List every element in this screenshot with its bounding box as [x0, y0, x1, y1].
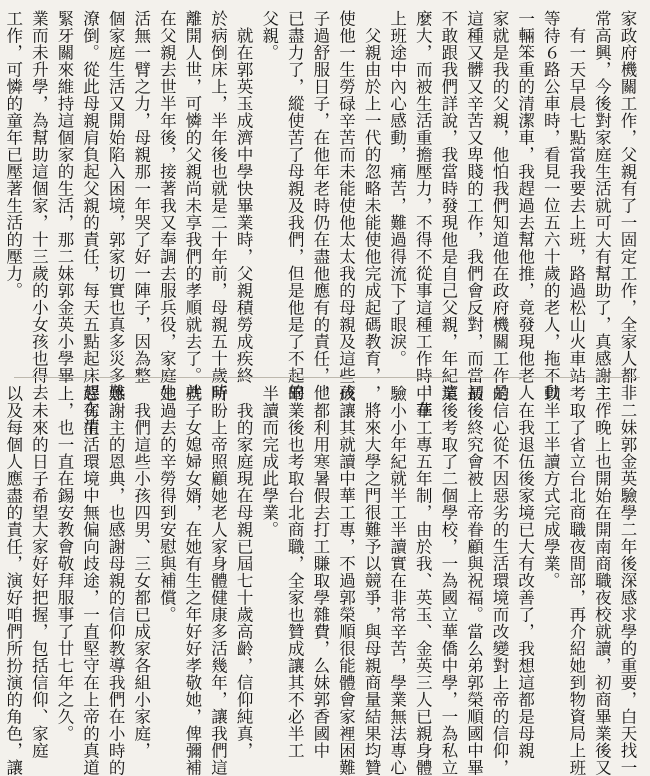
text-column: 最後終究會被上帝眷顧與祝福。當么弟郭榮順國中畢 [461, 385, 487, 730]
text-column: 父親由於上一代的忽略未能使他完成起碼教育， [358, 10, 384, 372]
text-column: 上班途中內心感動，痛苦，難過得流下了眼淚。 [384, 10, 410, 372]
text-column: 等待６路公車時，看見一位五六十歲的老人，拖不動 [538, 10, 564, 372]
text-column: 麼大，而被生活重擔壓力，不得不從事這種工作時，在 [410, 10, 436, 372]
text-column: 我的家庭現在母親已屆七十歲高齡，信仰純真， [231, 385, 257, 730]
text-column: 些子女媳婦女婿，在她有生之年好好孝敬她，俾彌補 [179, 385, 205, 730]
text-column: 子過舒服日子，在他年老時仍在盡他應有的責任，他 [307, 10, 333, 372]
text-column: 就在郭英玉成濟中學快畢業時，父親積勞成疾終 [231, 10, 257, 372]
text-column: 惡劣生活環境中無偏向歧途，一直堅守在上帝的真道 [77, 385, 103, 730]
text-column: 驗小小年紀就半工半讀實在非常辛苦，學業無法專心 [384, 385, 410, 730]
text-column: 半讀而完成此學業。 [256, 385, 282, 730]
text-column: 工作晚上也開始在開南商職夜校就讀，初商畢業後又 [589, 385, 615, 730]
text-column: 業後考取了二個學校，一為國立華僑中學，一為私立 [435, 385, 461, 730]
text-column: 緊牙關來維持這個家的生活，那二妹郭金英小學畢 [51, 10, 77, 372]
text-column: 家政府機關工作，父親有了一固定工作，全家人都非 [614, 10, 640, 372]
text-column: 已盡力了，縱使苦了母親及我們，但是他是了不起的 [282, 10, 308, 372]
text-column: 感謝主的恩典，也感謝母親的信仰教導我們在小時的 [103, 385, 129, 730]
text-column: 畢業後也考取台北商職，全家也贊成讓其不必半工 [282, 385, 308, 730]
text-column: 父親。 [256, 10, 282, 372]
text-column: 使他一生勞碌辛苦而未能使他太太我的母親及這些孩 [333, 10, 359, 372]
section-divider [14, 377, 640, 378]
text-column: 不敢跟我們詳說，我當時發現他是自己父親，年紀這 [435, 10, 461, 372]
article-top-section [14, 10, 640, 372]
text-column: 我們這些小孩四男、三女都已成家各組小家庭， [128, 385, 154, 730]
text-column: 她過去的辛勞得到安慰與補償。 [154, 385, 180, 730]
text-column: 業而未升學，為幫助這個家，十三歲的小女孩也得去 [26, 10, 52, 372]
text-column: 工作，可憐的童年已壓著生活的壓力。 [0, 10, 26, 372]
text-column: 常高興，今後對家庭生活就可大有幫助了，真感謝主。 [589, 10, 615, 372]
text-column: 在父親去世半年後，接著我又奉調去服兵役，家庭生 [154, 10, 180, 372]
text-column: 於病倒床上，半年後也就是二十年前，母親五十歲時 [205, 10, 231, 372]
text-column: 家就是我的父親，他怕我們知道他在政府機關工作是 [486, 10, 512, 372]
text-column: 的信心從不因惡劣的生活環境而改變對上帝的信仰， [486, 385, 512, 730]
text-column: 一輛笨重的清潔車，我趕過去幫他推，竟發現他老人 [512, 10, 538, 372]
article-bottom-section [14, 385, 640, 730]
text-column: 離開人世，可憐的父親尚未享我們的孝順就去了。就 [179, 10, 205, 372]
text-column: 二妹郭金英驗學二年後深感求學的重要，白天找一 [614, 385, 640, 730]
text-column: 所盼上帝照顧她老人家身體健康多活幾年，讓我們這 [205, 385, 231, 730]
text-column: 這種又髒又辛苦又卑賤的工作，我們會反對，而當初 [461, 10, 487, 372]
text-column: ，都利用寒暑假去打工賺取學雜費，么妹郭香國中 [307, 385, 333, 730]
text-column: 中華工專五年制，由於我、英玉、金英三人已親身體 [410, 385, 436, 730]
text-column: 活無一臂之力，母親那一年哭了好一陣子，因為整 [128, 10, 154, 372]
text-column: 以半工半讀方式完成學業。 [538, 385, 564, 730]
text-column: 個家庭生活又開始陷入困境，郭家切實也真多災多難 [103, 10, 129, 372]
text-column: 以及每個人應盡的責任，演好咱們所扮演的角色，讓 [0, 385, 26, 730]
text-column: 考取了省立台北商職夜間部，再介紹她到物資局上班 [563, 385, 589, 730]
text-column: 在我退伍後家境已大有改善了，我想這都是母親 [512, 385, 538, 730]
text-column: 上，也一直在錫安教會敬拜服事了廿七年之久。 [51, 385, 77, 730]
text-column: 有一天早晨七點當我要去上班，路過松山火車站 [563, 10, 589, 372]
text-column: 成讓其就讀中華工專，不過郭榮順很能體會家裡困難 [333, 385, 359, 730]
text-column: 未來的日子希望大家好好把握，包括信仰、家庭 [26, 385, 52, 730]
text-column: 潦倒。從此母親肩負起父親的責任，每天五點起床趕在清 [77, 10, 103, 372]
text-column: ，將來大學之門很難予以競爭，與母親商量結果均贊 [358, 385, 384, 730]
